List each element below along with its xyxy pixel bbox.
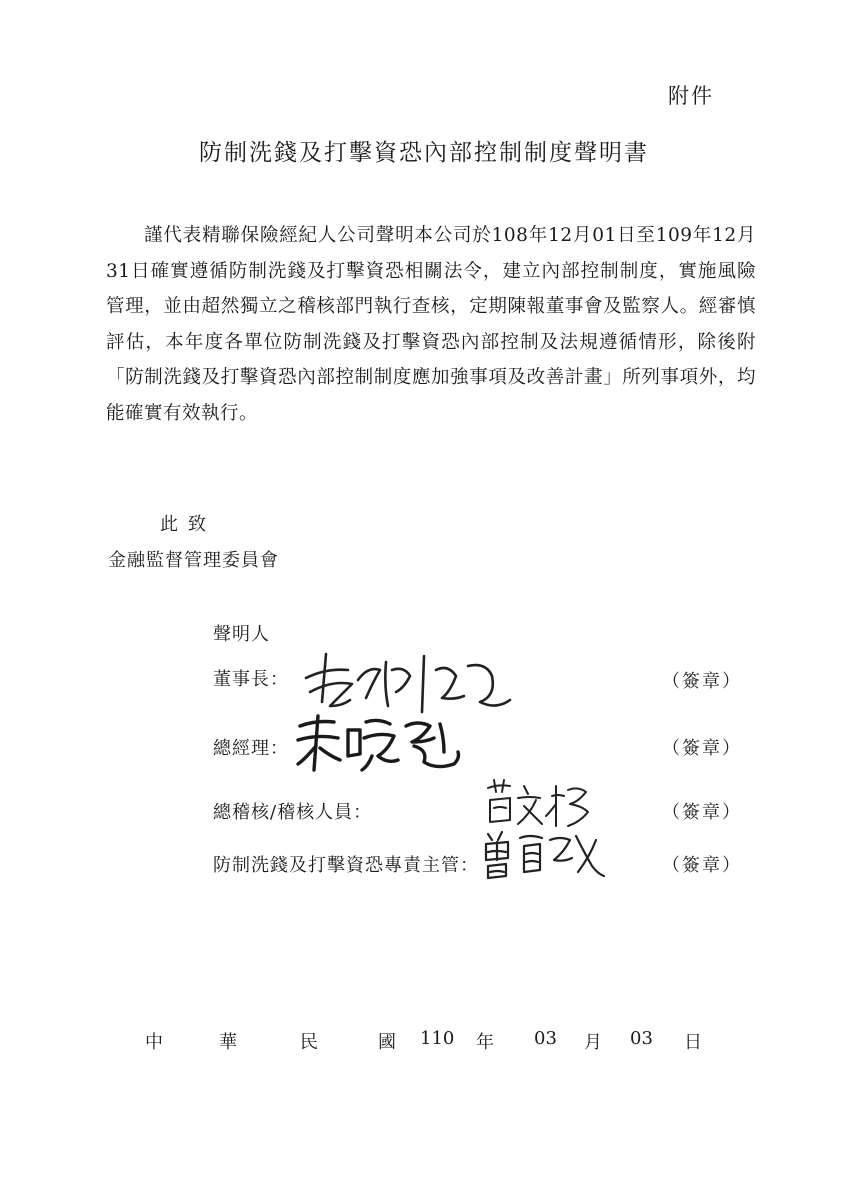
document-title: 防制洗錢及打擊資恐內部控制制度聲明書 [199,140,649,166]
general-manager-signature [294,708,474,778]
attachment-label: 附件 [668,84,714,108]
general-manager-seal: （簽章） [662,738,742,759]
salutation: 此致 [160,514,216,535]
chief-auditor-label: 總稽核/稽核人員： [213,802,373,823]
aml-officer-label: 防制洗錢及打擊資恐專責主管： [213,855,479,876]
date-day: 03 [630,1028,653,1049]
chairman-seal: （簽章） [662,671,742,692]
date-year-unit: 年 [476,1032,494,1053]
aml-officer-signature [480,826,610,882]
date-char-min: 民 [300,1032,318,1053]
date-month: 03 [534,1028,557,1049]
date-char-guo: 國 [378,1032,396,1053]
date-char-zhong: 中 [145,1032,163,1053]
chief-auditor-signature [484,776,594,832]
date-month-unit: 月 [584,1032,602,1053]
general-manager-label: 總經理： [213,738,289,759]
declaration-body: 謹代表精聯保險經紀人公司聲明本公司於108年12月01日至109年12月31日確實遵循防制洗錢及打擊資恐相關法令，建立內部控制制度，實施風險管理，並由超然獨立之稽核部門執行查核，定期陳報董事會及監察人。經審慎評估，本年度各單位防制洗錢及打擊資恐內部控制及法規遵循情形，除後附「防制洗錢及打擊資恐內部控制制度應加強事項及改善計畫」所列事項外，均能確實有效執行。 [106,225,756,424]
date-char-hua: 華 [219,1032,237,1053]
chief-auditor-seal: （簽章） [662,802,742,823]
date-year: 110 [420,1028,455,1049]
chairman-label: 董事長： [213,669,289,690]
declarant-label: 聲明人 [213,624,270,645]
aml-officer-seal: （簽章） [662,855,742,876]
recipient: 金融監督管理委員會 [108,550,279,571]
date-day-unit: 日 [684,1032,702,1053]
